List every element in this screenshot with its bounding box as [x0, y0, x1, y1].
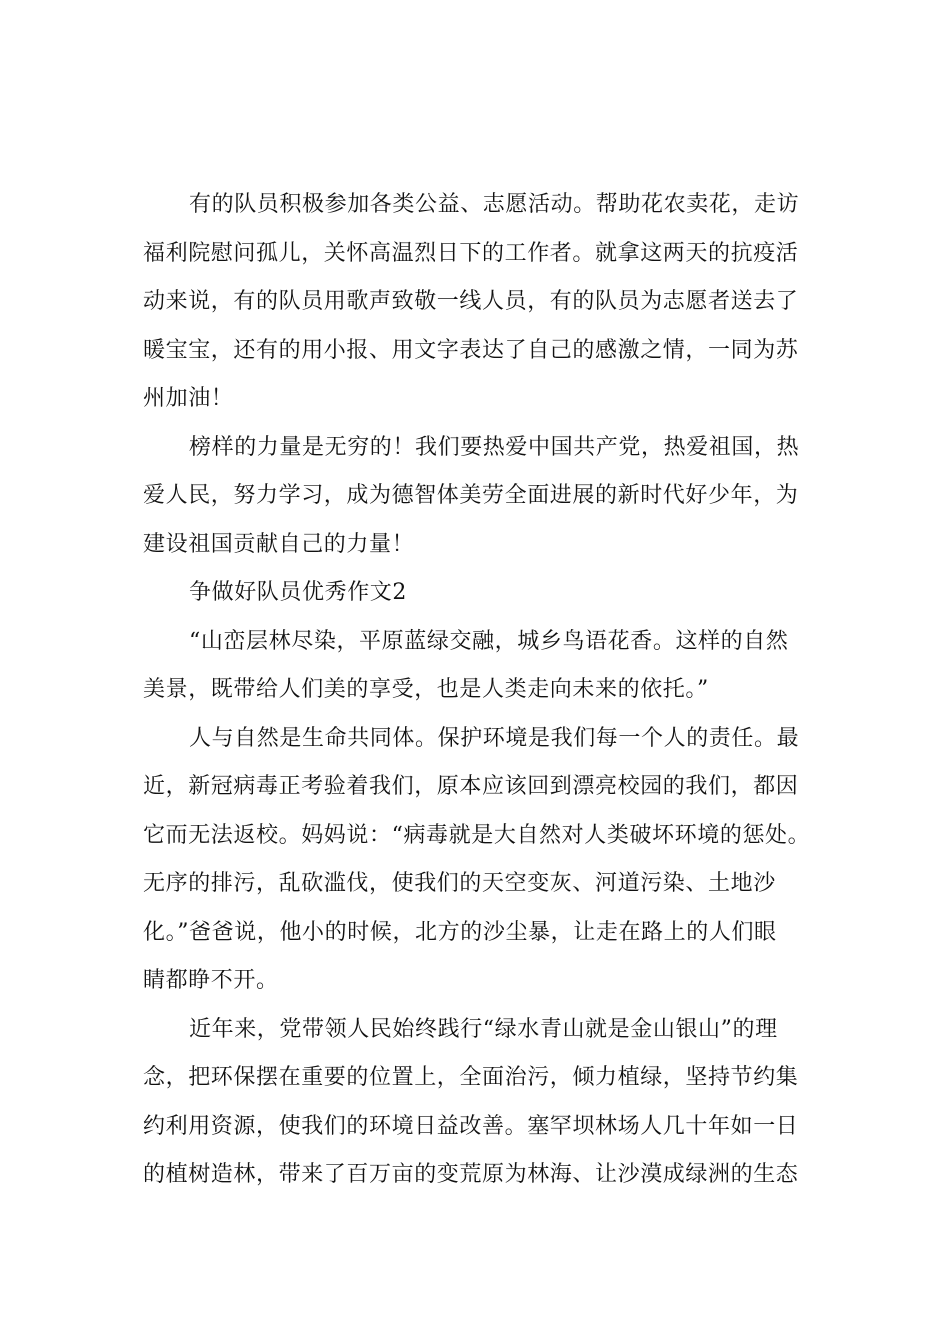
document-body — [143, 181, 823, 1200]
paragraph-volunteer-activities — [143, 181, 823, 424]
paragraph-nature-community — [143, 715, 823, 1006]
text-line: “山峦层林尽染，平原蓝绿交融，城乡鸟语花香。这样的自然 — [189, 628, 789, 654]
text-line: 美景，既带给人们美的享受，也是人类走向未来的依托。” — [143, 677, 709, 702]
text-line: 的植树造林，带来了百万亩的变荒原为林海、让沙漠成绿洲的生态 — [143, 1162, 799, 1187]
text-line: 无序的排污，乱砍滥伐，使我们的天空变灰、河道污染、土地沙 — [143, 871, 776, 896]
text-line: 它而无法返校。妈妈说：“病毒就是大自然对人类破坏环境的惩处。 — [143, 822, 811, 848]
paragraph-quote — [143, 618, 823, 715]
essay-title — [143, 569, 823, 618]
paragraph-role-model — [143, 424, 823, 570]
text-line: 化。”爸爸说，他小的时候，北方的沙尘暴，让走在路上的人们眼 — [143, 919, 777, 945]
text-line: 有的队员积极参加各类公益、志愿活动。帮助花农卖花，走访 — [189, 192, 800, 217]
text-line: 争做好队员优秀作文2 — [189, 580, 407, 605]
text-line: 近年来，党带领人民始终践行“绿水青山就是金山银山”的理 — [189, 1016, 778, 1042]
paragraph-green-mountains — [143, 1006, 823, 1200]
text-line: 暖宝宝，还有的用小报、用文字表达了自己的感激之情，一同为苏 — [143, 337, 799, 363]
text-line: 约利用资源，使我们的环境日益改善。塞罕坝林场人几十年如一日 — [143, 1113, 799, 1139]
text-line: 念，把环保摆在重要的位置上，全面治污，倾力植绿，坚持节约集 — [143, 1065, 799, 1090]
text-line: 近，新冠病毒正考验着我们，原本应该回到漂亮校园的我们，都因 — [143, 774, 799, 799]
text-line: 州加油！ — [143, 386, 234, 411]
text-line: 动来说，有的队员用歌声致敬一线人员，有的队员为志愿者送去了 — [143, 289, 799, 314]
text-line: 福利院慰问孤儿，关怀高温烈日下的工作者。就拿这两天的抗疫活 — [143, 240, 799, 266]
text-line: 人与自然是生命共同体。保护环境是我们每一个人的责任。最 — [189, 725, 800, 751]
text-line: 榜样的力量是无穷的！我们要热爱中国共产党，热爱祖国，热 — [189, 434, 800, 460]
text-line: 爱人民，努力学习，成为德智体美劳全面进展的新时代好少年，为 — [143, 483, 799, 508]
text-line: 建设祖国贡献自己的力量！ — [143, 531, 415, 557]
text-line: 睛都睁不开。 — [143, 968, 279, 993]
